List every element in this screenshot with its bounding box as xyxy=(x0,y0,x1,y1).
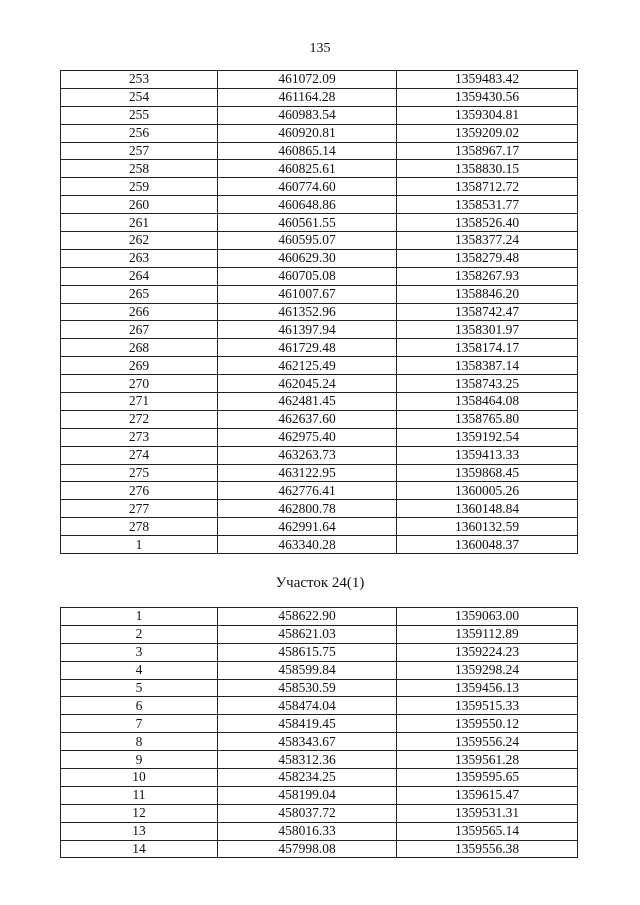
y-coordinate-cell: 1359595.65 xyxy=(397,769,578,787)
point-number-cell: 265 xyxy=(61,285,218,303)
table-row xyxy=(61,500,578,518)
y-coordinate-cell: 1358531.77 xyxy=(397,196,578,214)
y-coordinate-cell: 1358846.20 xyxy=(397,285,578,303)
y-coordinate-cell: 1359515.33 xyxy=(397,697,578,715)
y-coordinate-cell: 1358464.08 xyxy=(397,393,578,411)
y-coordinate-cell: 1358742.47 xyxy=(397,303,578,321)
y-coordinate-cell: 1359550.12 xyxy=(397,715,578,733)
point-number-cell: 258 xyxy=(61,160,218,178)
table-row xyxy=(61,303,578,321)
table-row xyxy=(61,357,578,375)
point-number-cell: 4 xyxy=(61,661,218,679)
point-number-cell: 1 xyxy=(61,536,218,554)
x-coordinate-cell: 458343.67 xyxy=(218,733,397,751)
x-coordinate-cell: 460648.86 xyxy=(218,196,397,214)
x-coordinate-cell: 462800.78 xyxy=(218,500,397,518)
table-row xyxy=(61,679,578,697)
y-coordinate-cell: 1360005.26 xyxy=(397,482,578,500)
table-row xyxy=(61,786,578,804)
point-number-cell: 272 xyxy=(61,410,218,428)
point-number-cell: 266 xyxy=(61,303,218,321)
x-coordinate-cell: 462975.40 xyxy=(218,428,397,446)
y-coordinate-cell: 1359304.81 xyxy=(397,106,578,124)
y-coordinate-cell: 1358712.72 xyxy=(397,178,578,196)
table-row xyxy=(61,715,578,733)
point-number-cell: 253 xyxy=(61,71,218,89)
point-number-cell: 255 xyxy=(61,106,218,124)
x-coordinate-cell: 460705.08 xyxy=(218,267,397,285)
y-coordinate-cell: 1358526.40 xyxy=(397,214,578,232)
x-coordinate-cell: 461007.67 xyxy=(218,285,397,303)
x-coordinate-cell: 458419.45 xyxy=(218,715,397,733)
y-coordinate-cell: 1359298.24 xyxy=(397,661,578,679)
y-coordinate-cell: 1358377.24 xyxy=(397,232,578,250)
point-number-cell: 267 xyxy=(61,321,218,339)
x-coordinate-cell: 462776.41 xyxy=(218,482,397,500)
table-row xyxy=(61,661,578,679)
x-coordinate-cell: 460561.55 xyxy=(218,214,397,232)
table-row xyxy=(61,88,578,106)
x-coordinate-cell: 461352.96 xyxy=(218,303,397,321)
point-number-cell: 12 xyxy=(61,804,218,822)
x-coordinate-cell: 463122.95 xyxy=(218,464,397,482)
table-row xyxy=(61,410,578,428)
x-coordinate-cell: 458530.59 xyxy=(218,679,397,697)
point-number-cell: 278 xyxy=(61,518,218,536)
x-coordinate-cell: 461164.28 xyxy=(218,88,397,106)
y-coordinate-cell: 1358279.48 xyxy=(397,249,578,267)
table-row xyxy=(61,822,578,840)
x-coordinate-cell: 462045.24 xyxy=(218,375,397,393)
table-row xyxy=(61,393,578,411)
x-coordinate-cell: 458615.75 xyxy=(218,643,397,661)
x-coordinate-cell: 460629.30 xyxy=(218,249,397,267)
table-row xyxy=(61,697,578,715)
y-coordinate-cell: 1359561.28 xyxy=(397,751,578,769)
y-coordinate-cell: 1359456.13 xyxy=(397,679,578,697)
point-number-cell: 273 xyxy=(61,428,218,446)
table-row xyxy=(61,285,578,303)
y-coordinate-cell: 1358967.17 xyxy=(397,142,578,160)
page-number: 135 xyxy=(309,41,331,56)
point-number-cell: 9 xyxy=(61,751,218,769)
point-number-cell: 259 xyxy=(61,178,218,196)
table-row xyxy=(61,446,578,464)
x-coordinate-cell: 458016.33 xyxy=(218,822,397,840)
y-coordinate-cell: 1358174.17 xyxy=(397,339,578,357)
y-coordinate-cell: 1360148.84 xyxy=(397,500,578,518)
x-coordinate-cell: 462991.64 xyxy=(218,518,397,536)
table-row xyxy=(61,106,578,124)
x-coordinate-cell: 462481.45 xyxy=(218,393,397,411)
x-coordinate-cell: 460825.61 xyxy=(218,160,397,178)
table-row xyxy=(61,536,578,554)
y-coordinate-cell: 1358743.25 xyxy=(397,375,578,393)
coordinates-table-section-24-1 xyxy=(60,607,578,858)
y-coordinate-cell: 1359483.42 xyxy=(397,71,578,89)
y-coordinate-cell: 1358387.14 xyxy=(397,357,578,375)
section-heading: Участок 24(1) xyxy=(275,575,365,591)
x-coordinate-cell: 458599.84 xyxy=(218,661,397,679)
x-coordinate-cell: 460595.07 xyxy=(218,232,397,250)
y-coordinate-cell: 1360132.59 xyxy=(397,518,578,536)
y-coordinate-cell: 1360048.37 xyxy=(397,536,578,554)
x-coordinate-cell: 460983.54 xyxy=(218,106,397,124)
x-coordinate-cell: 458312.36 xyxy=(218,751,397,769)
table-row xyxy=(61,840,578,858)
x-coordinate-cell: 461729.48 xyxy=(218,339,397,357)
y-coordinate-cell: 1359413.33 xyxy=(397,446,578,464)
x-coordinate-cell: 460865.14 xyxy=(218,142,397,160)
y-coordinate-cell: 1358267.93 xyxy=(397,267,578,285)
point-number-cell: 257 xyxy=(61,142,218,160)
table-row xyxy=(61,769,578,787)
x-coordinate-cell: 458037.72 xyxy=(218,804,397,822)
y-coordinate-cell: 1359063.00 xyxy=(397,608,578,626)
point-number-cell: 5 xyxy=(61,679,218,697)
point-number-cell: 262 xyxy=(61,232,218,250)
x-coordinate-cell: 458199.04 xyxy=(218,786,397,804)
y-coordinate-cell: 1359556.38 xyxy=(397,840,578,858)
table-row xyxy=(61,267,578,285)
x-coordinate-cell: 458474.04 xyxy=(218,697,397,715)
table-row xyxy=(61,804,578,822)
y-coordinate-cell: 1359112.89 xyxy=(397,625,578,643)
x-coordinate-cell: 461072.09 xyxy=(218,71,397,89)
y-coordinate-cell: 1359868.45 xyxy=(397,464,578,482)
table-row xyxy=(61,751,578,769)
point-number-cell: 10 xyxy=(61,769,218,787)
point-number-cell: 8 xyxy=(61,733,218,751)
x-coordinate-cell: 461397.94 xyxy=(218,321,397,339)
point-number-cell: 270 xyxy=(61,375,218,393)
point-number-cell: 268 xyxy=(61,339,218,357)
point-number-cell: 263 xyxy=(61,249,218,267)
x-coordinate-cell: 457998.08 xyxy=(218,840,397,858)
y-coordinate-cell: 1358301.97 xyxy=(397,321,578,339)
x-coordinate-cell: 458622.90 xyxy=(218,608,397,626)
coordinates-table xyxy=(60,70,578,554)
table-row xyxy=(61,71,578,89)
x-coordinate-cell: 462125.49 xyxy=(218,357,397,375)
point-number-cell: 261 xyxy=(61,214,218,232)
table-row xyxy=(61,160,578,178)
y-coordinate-cell: 1359531.31 xyxy=(397,804,578,822)
x-coordinate-cell: 458621.03 xyxy=(218,625,397,643)
table-row xyxy=(61,518,578,536)
table-row xyxy=(61,178,578,196)
table-row xyxy=(61,214,578,232)
x-coordinate-cell: 460774.60 xyxy=(218,178,397,196)
y-coordinate-cell: 1359224.23 xyxy=(397,643,578,661)
point-number-cell: 254 xyxy=(61,88,218,106)
point-number-cell: 2 xyxy=(61,625,218,643)
y-coordinate-cell: 1358765.80 xyxy=(397,410,578,428)
y-coordinate-cell: 1359192.54 xyxy=(397,428,578,446)
table-row xyxy=(61,733,578,751)
point-number-cell: 277 xyxy=(61,500,218,518)
point-number-cell: 1 xyxy=(61,608,218,626)
table-row xyxy=(61,321,578,339)
table-row xyxy=(61,608,578,626)
point-number-cell: 269 xyxy=(61,357,218,375)
table-row xyxy=(61,428,578,446)
table-row xyxy=(61,375,578,393)
point-number-cell: 271 xyxy=(61,393,218,411)
x-coordinate-cell: 460920.81 xyxy=(218,124,397,142)
table-row xyxy=(61,196,578,214)
y-coordinate-cell: 1359209.02 xyxy=(397,124,578,142)
y-coordinate-cell: 1359430.56 xyxy=(397,88,578,106)
table-row xyxy=(61,464,578,482)
point-number-cell: 260 xyxy=(61,196,218,214)
table-row xyxy=(61,482,578,500)
point-number-cell: 11 xyxy=(61,786,218,804)
x-coordinate-cell: 463263.73 xyxy=(218,446,397,464)
y-coordinate-cell: 1359556.24 xyxy=(397,733,578,751)
x-coordinate-cell: 462637.60 xyxy=(218,410,397,428)
table-row xyxy=(61,142,578,160)
point-number-cell: 3 xyxy=(61,643,218,661)
table-row xyxy=(61,625,578,643)
point-number-cell: 274 xyxy=(61,446,218,464)
point-number-cell: 14 xyxy=(61,840,218,858)
point-number-cell: 7 xyxy=(61,715,218,733)
table-row xyxy=(61,124,578,142)
y-coordinate-cell: 1359615.47 xyxy=(397,786,578,804)
point-number-cell: 6 xyxy=(61,697,218,715)
table-row xyxy=(61,643,578,661)
y-coordinate-cell: 1358830.15 xyxy=(397,160,578,178)
point-number-cell: 275 xyxy=(61,464,218,482)
point-number-cell: 256 xyxy=(61,124,218,142)
x-coordinate-cell: 463340.28 xyxy=(218,536,397,554)
table-row xyxy=(61,249,578,267)
point-number-cell: 13 xyxy=(61,822,218,840)
point-number-cell: 276 xyxy=(61,482,218,500)
x-coordinate-cell: 458234.25 xyxy=(218,769,397,787)
table-row xyxy=(61,339,578,357)
y-coordinate-cell: 1359565.14 xyxy=(397,822,578,840)
table-row xyxy=(61,232,578,250)
point-number-cell: 264 xyxy=(61,267,218,285)
